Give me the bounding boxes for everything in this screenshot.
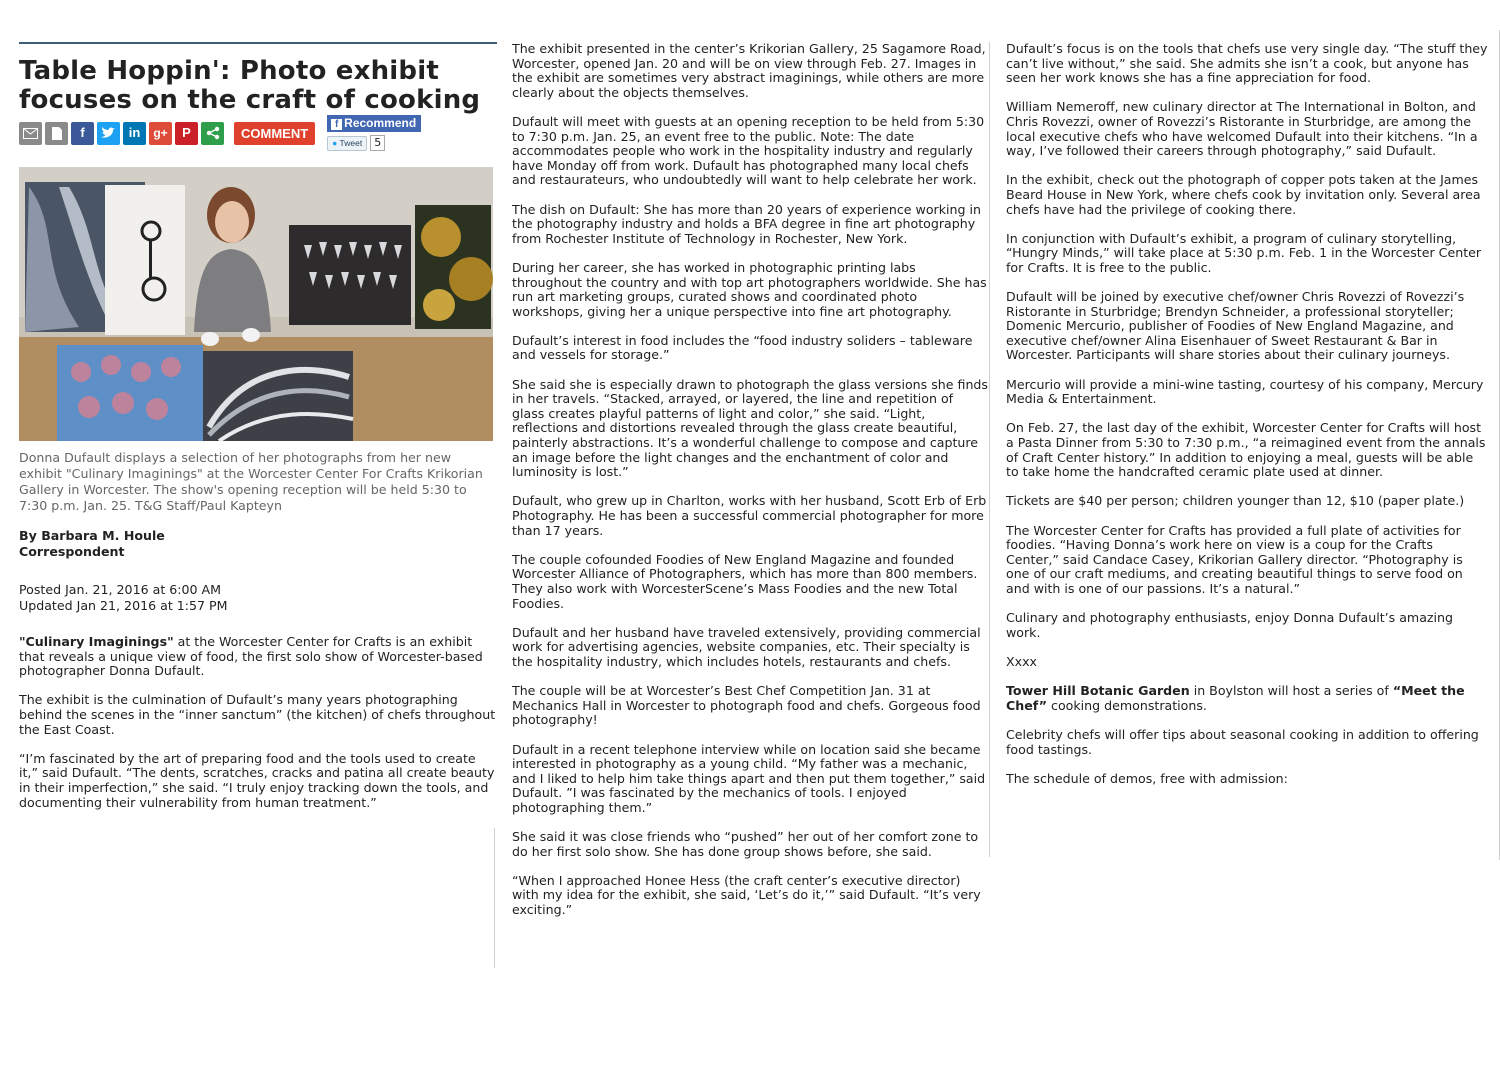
- paragraph: Xxxx: [1006, 653, 1037, 669]
- paragraph: The dish on Dufault: She has more than 20 years of experience working in the photography industry and holds a BFA degree in fine art photography from Rochester Institute of Technology in Rochester, New York.: [512, 201, 981, 246]
- tweet-label: Tweet: [339, 137, 363, 148]
- tower-hill-end: cooking demonstrations.: [1047, 697, 1207, 713]
- paragraph: Dufault in a recent telephone interview while on location said she became interested in photography as a young child. “My father was a mechanic, and I liked to help him take things apart and then put them together,” said Dufault. ”I was fascinated by the mechanics of tools. I enjoyed photographing them.”: [512, 741, 986, 815]
- intro-rest: at the Worcester Center for Crafts is an exhibit that reveals a unique view of food, the first solo show of Worcester-based photographer Donna Dufault.: [19, 634, 483, 679]
- paragraph: On Feb. 27, the last day of the exhibit, Worcester Center for Crafts will host a Pasta Dinner from 5:30 to 7:30 p.m., “a reimagined event from the annals of Craft Center history.” In addition to enjoying a meal, guests will be able to take home the handcrafted ceramic plate used at dinner.: [1006, 420, 1486, 480]
- dates: [19, 582, 497, 614]
- paragraph: The couple cofounded Foodies of New England Magazine and founded Worcester Alliance of Photographers, which has more than 800 members. They also work with WorcesterScene’s Mass Foodies and the new Total Foodies.: [512, 551, 978, 611]
- share-icon[interactable]: [201, 122, 224, 145]
- byline: [19, 528, 497, 560]
- tower-hill-name: Tower Hill Botanic Garden: [1006, 683, 1190, 699]
- posted-date: Posted Jan. 21, 2016 at 6:00 AM: [19, 582, 222, 597]
- comment-button[interactable]: COMMENT: [234, 122, 315, 145]
- twitter-icon[interactable]: [97, 122, 120, 145]
- paragraph: The couple will be at Worcester’s Best Chef Competition Jan. 31 at Mechanics Hall in Worcester to photograph food and chefs. Gorgeous food photography!: [512, 683, 981, 728]
- linkedin-icon[interactable]: in: [123, 122, 146, 145]
- share-bar: [19, 116, 497, 149]
- paragraph: She said it was close friends who “pushed” her out of her comfort zone to do her first solo show. She has done group shows before, she said.: [512, 829, 979, 859]
- paragraph: Celebrity chefs will offer tips about seasonal cooking in addition to offering food tastings.: [1006, 726, 1479, 757]
- paragraph: During her career, she has worked in photographic printing labs throughout the country and with top art photographers worldwide. She has run art marketing groups, curated shows and coordinated photo workshops, giving her a unique perspective into fine art photography.: [512, 259, 987, 319]
- paragraph: Dufault and her husband have traveled extensively, providing commercial work for advertising agencies, website companies, etc. Their specialty is the hospitality industry, which includes hotels, restaurants and chefs.: [512, 624, 981, 669]
- paragraph: Mercurio will provide a mini-wine tasting, courtesy of his company, Mercury Media & Entertainment.: [1006, 376, 1484, 407]
- tweet-count: 5: [370, 135, 385, 151]
- intro-lead: "Culinary Imaginings": [19, 634, 174, 649]
- paragraph: The exhibit is the culmination of Dufault’s many years photographing behind the scenes in the “inner sanctum” (the kitchen) of chefs throughout the East Coast.: [19, 692, 496, 737]
- paragraph: “When I approached Honee Hess (the craft center’s executive director) with my idea for the exhibit, she said, ‘Let’s do it,’” said Dufault. “It’s very exciting.”: [512, 872, 981, 918]
- photo-caption: Donna Dufault displays a selection of her photographs from her new exhibit "Culinary Imaginings" at the Worcester Center For Crafts Krikorian Gallery in Worcester. The show's opening reception will be held 5:30 to 7:30 p.m. Jan. 25. T&G Staff/Paul Kapteyn: [19, 450, 483, 513]
- tweet-row: [327, 135, 421, 151]
- paragraph: Tickets are $40 per person; children younger than 12, $10 (paper plate.): [1006, 493, 1465, 509]
- print-icon[interactable]: [45, 122, 68, 145]
- email-icon[interactable]: [19, 122, 42, 145]
- paragraph: Dufault’s interest in food includes the “food industry soliders – tableware and vessels for storage.”: [512, 332, 973, 363]
- google-plus-icon[interactable]: g+: [149, 122, 172, 145]
- paragraph: Dufault, who grew up in Charlton, works with her husband, Scott Erb of Erb Photography. He has been a successful commercial photographer for more than 17 years.: [512, 493, 987, 538]
- pinterest-icon[interactable]: P: [175, 122, 198, 145]
- paragraph: Dufault’s focus is on the tools that chefs use very single day. “The stuff they can’t live without,” she said. She admits she isn’t a cook, but anyone has seen her work knows she has a fine appreciation for food.: [1006, 41, 1488, 86]
- paragraph: Dufault will be joined by executive chef/owner Chris Rovezzi of Rovezzi’s Ristorante in Sturbridge; Brendyn Schneider, a professional storyteller; Domenic Mercurio, publisher of Foodies of New England Magazine, and executive chef/owner Alina Eisenhauer of Sweet Restaurant & Bar in Worcester. Participants will share stories about their culinary journeys.: [1006, 289, 1465, 363]
- author-name: Barbara M. Houle: [41, 528, 165, 543]
- tower-hill-paragraph: [1006, 684, 1488, 713]
- paragraph: The exhibit presented in the center’s Krikorian Gallery, 25 Sagamore Road, Worcester, opened Jan. 20 and will be on view through Feb. 27. Images in the exhibit are sometimes very abstract imaginings, while others are more clearly about the objects themselves.: [512, 41, 986, 100]
- paragraph: In the exhibit, check out the photograph of copper pots taken at the James Beard House in New York, where chefs cook by invitation only. Several area chefs have had the privilege of cooking there.: [1006, 172, 1481, 217]
- byline-prefix: By: [19, 528, 42, 543]
- paragraph: “I’m fascinated by the art of preparing food and the tools used to create it,” said Dufault. “The dents, scratches, cracks and patina all create beauty in their imperfection,” she said. “I truly enjoy tracking down the tools, and documenting their vulnerability from human treatment.”: [19, 750, 495, 810]
- paragraph: In conjunction with Dufault’s exhibit, a program of culinary storytelling, “Hungry Minds,” will take place at 5:30 p.m. Feb. 1 in the Worcester Center for Crafts. It is free to the public.: [1006, 230, 1482, 275]
- facebook-icon: f: [331, 119, 342, 130]
- middle-column: [512, 42, 988, 932]
- article-photo: [19, 167, 493, 441]
- paragraph: Dufault will meet with guests at an opening reception to be held from 5:30 to 7:30 p.m. Jan. 25, an event free to the public. Note: The date accommodates people who work in the hospitality industry and regularly have Monday off from work. Dufault has photographed many local chefs and restaurateurs, who undoubtedly will want to help celebrate her work.: [512, 113, 985, 188]
- paragraph: William Nemeroff, new culinary director at The International in Bolton, and Chris Rovezzi, owner of Rovezzi’s Ristorante in Sturbridge, are among the local executive chefs who have welcomed Dufault into their kitchens. “In a way, I’ve followed their careers through photography,” said Dufault.: [1006, 99, 1478, 159]
- social-counters: [327, 115, 421, 151]
- facebook-icon[interactable]: f: [71, 122, 94, 145]
- intro-paragraph: [19, 635, 497, 679]
- facebook-recommend-button[interactable]: [327, 115, 421, 132]
- left-column: [19, 42, 497, 825]
- photo-illustration: [19, 167, 493, 441]
- paragraph: The Worcester Center for Crafts has provided a full plate of activities for foodies. “Having Donna’s work here on view is a coup for the Crafts Center,” said Candace Casey, Krikorian Gallery director. “Photography is one of our craft mediums, and creating beautiful things to serve food on and with is one of our passions. It’s a natural.”: [1006, 522, 1463, 596]
- tower-hill-text: in Boylston will host a series of: [1189, 683, 1393, 699]
- paragraph: The schedule of demos, free with admission:: [1006, 770, 1288, 786]
- author-role: Correspondent: [19, 544, 125, 559]
- tweet-button[interactable]: [327, 136, 367, 151]
- twitter-bird-icon: ●: [332, 137, 338, 148]
- right-column: [1006, 42, 1488, 801]
- meet-the-chef: “Meet the Chef”: [1006, 683, 1465, 713]
- recommend-label: Recommend: [344, 116, 417, 130]
- paragraph: She said she is especially drawn to photograph the glass versions she finds in her travels. “Stacked, arrayed, or layered, the line and repetition of glass creates playful patterns of light and color,” she said. “Light, reflections and distortions revealed through the glass create beautiful, painterly abstractions. It’s a wonderful challenge to compose and capture an image before the light changes and the enchantment of color and luminosity is lost.”: [512, 376, 988, 480]
- article-body-col1: [19, 635, 497, 810]
- paragraph: Culinary and photography enthusiasts, enjoy Donna Dufault’s amazing work.: [1006, 610, 1454, 640]
- updated-date: Updated Jan 21, 2016 at 1:57 PM: [19, 598, 228, 613]
- header-rule: [19, 42, 497, 44]
- page-title: Table Hoppin': Photo exhibit focuses on the craft of cooking: [19, 56, 481, 115]
